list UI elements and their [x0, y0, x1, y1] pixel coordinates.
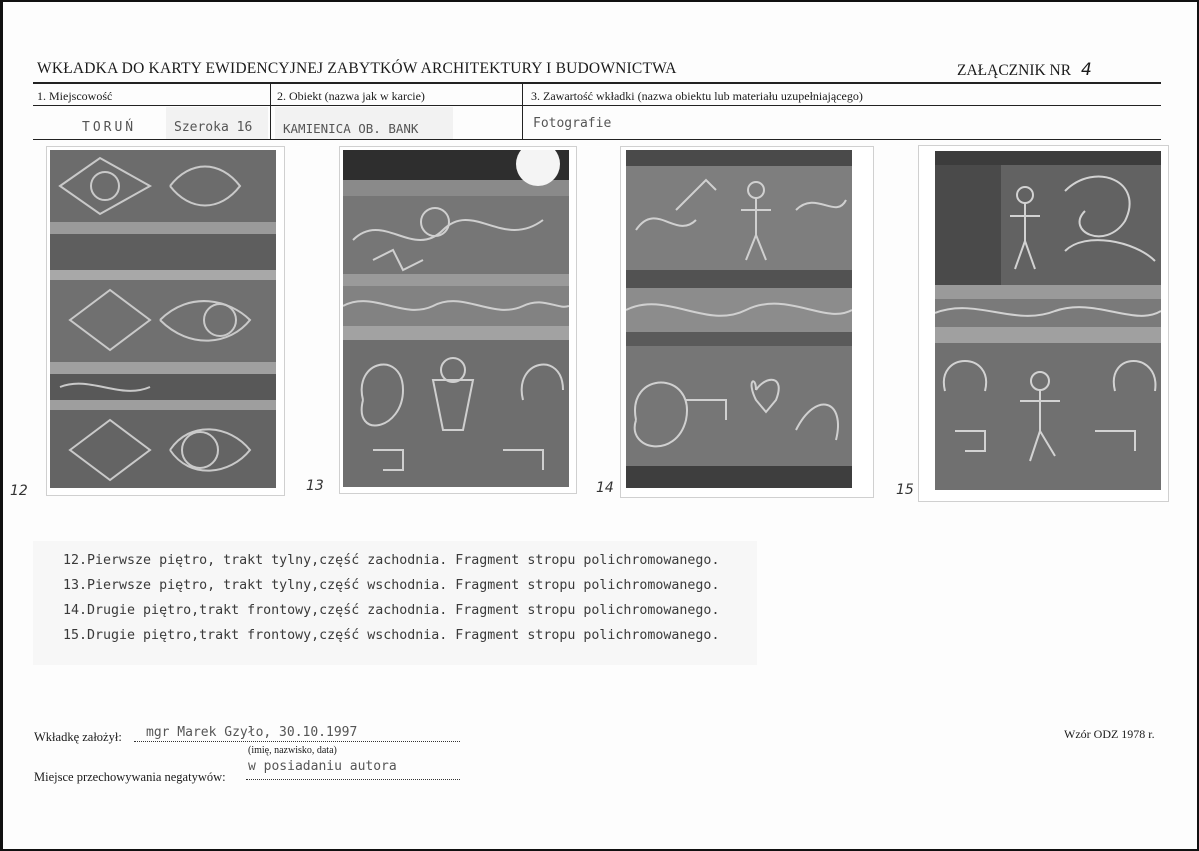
header-rule	[33, 82, 1161, 84]
author-line	[134, 741, 460, 742]
object-label: 2. Obiekt (nazwa jak w karcie)	[277, 89, 425, 103]
attachment-label: ZAŁĄCZNIK NR	[957, 62, 1072, 79]
photo-number-12: 12	[10, 483, 28, 499]
scan-edge	[0, 0, 1199, 2]
contents-label: 3. Zawartość wkładki (nazwa obiektu lub materiału uzupełniającego)	[531, 89, 863, 103]
label-rule	[33, 105, 1161, 106]
author-value: mgr Marek Gzyło, 30.10.1997	[146, 725, 358, 740]
field-rule	[33, 139, 1161, 140]
caption-13: 13.Pierwsze piętro, trakt tylny,część wschodnia. Fragment stropu polichromowanego.	[63, 578, 720, 593]
template-reference: Wzór ODZ 1978 r.	[1064, 727, 1155, 741]
caption-12: 12.Pierwsze piętro, trakt tylny,część zachodnia. Fragment stropu polichromowanego.	[63, 553, 720, 568]
scan-edge	[0, 0, 3, 851]
photo-13	[343, 150, 569, 487]
photo-14	[626, 150, 852, 488]
locality-value: TORUŃ	[82, 120, 137, 135]
photo-15	[935, 151, 1161, 490]
caption-15: 15.Drugie piętro,trakt frontowy,część wschodnia. Fragment stropu polichromowanego.	[63, 628, 720, 643]
photo-number-14: 14	[596, 480, 614, 496]
negatives-label: Miejsce przechowywania negatywów:	[34, 770, 226, 784]
photo-number-13: 13	[306, 478, 324, 494]
author-label: Wkładkę założył:	[34, 730, 122, 744]
attachment-number	[957, 60, 1092, 80]
negatives-line	[246, 779, 460, 780]
column-divider	[270, 83, 271, 139]
caption-14: 14.Drugie piętro,trakt frontowy,część zachodnia. Fragment stropu polichromowanego.	[63, 603, 720, 618]
photo-number-15: 15	[896, 482, 914, 498]
object-value: KAMIENICA OB. BANK	[283, 121, 419, 136]
attachment-number-value: 4	[1080, 60, 1092, 80]
street-value: Szeroka 16	[174, 120, 253, 135]
column-divider	[522, 83, 523, 139]
contents-value: Fotografie	[533, 116, 612, 131]
form-title: WKŁADKA DO KARTY EWIDENCYJNEJ ZABYTKÓW ARCHITEKTURY I BUDOWNICTWA	[37, 60, 677, 77]
negatives-value: w posiadaniu autora	[248, 759, 397, 774]
object-field	[275, 107, 453, 139]
caption-box	[33, 541, 757, 665]
author-hint: (imię, nazwisko, data)	[248, 745, 337, 756]
photo-12	[50, 150, 276, 488]
street-field	[166, 107, 268, 139]
locality-label: 1. Miejscowość	[37, 89, 113, 103]
